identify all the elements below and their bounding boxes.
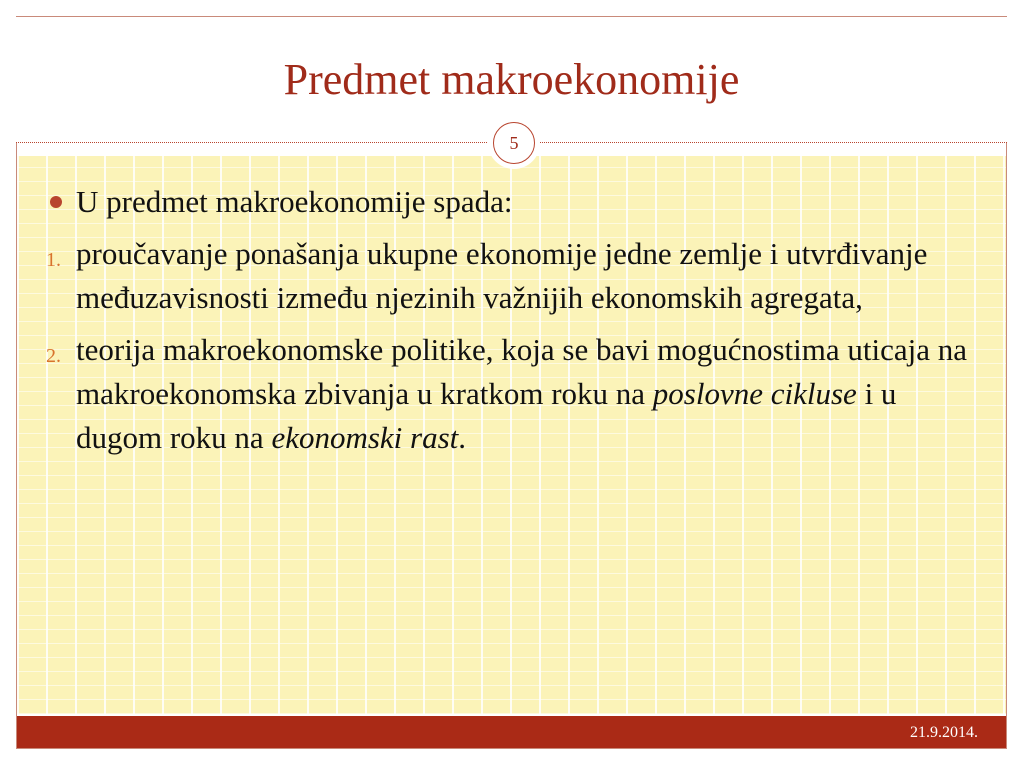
item-2-text-b: i u dugom roku na: [76, 376, 897, 455]
bullet-dot-icon: [50, 196, 62, 208]
item-2-emphasis-business-cycles: poslovne cikluse: [652, 376, 857, 411]
footer-date: 21.9.2014.: [910, 724, 978, 741]
intro-text: U predmet makroekonomije spada:: [76, 184, 513, 219]
footer-bar: [17, 716, 1006, 748]
numbered-item-2: [46, 328, 976, 460]
slide-title: Predmet makroekonomije: [283, 55, 740, 104]
bullet-item: [46, 180, 976, 224]
item-2-emphasis-economic-growth: ekonomski rast: [271, 420, 459, 455]
item-2-text-c: .: [458, 420, 467, 455]
slide-number-badge: [488, 117, 540, 169]
item-1-text: proučavanje ponašanja ukupne ekonomije jedne zemlje i utvrđivanje međuzavisnosti između njezinih važnijih ekonomskih agregata,: [76, 236, 928, 315]
slide-number: 5: [493, 122, 535, 164]
item-number-1: 1.: [46, 249, 61, 271]
item-2-text-a: teorija makroekonomske politike, koja se bavi mogućnostima uticaja na makroekonomska zbivanja u kratkom roku na: [76, 332, 968, 411]
slide-body: [46, 180, 976, 468]
item-number-2: 2.: [46, 345, 61, 367]
numbered-item-1: [46, 232, 976, 320]
